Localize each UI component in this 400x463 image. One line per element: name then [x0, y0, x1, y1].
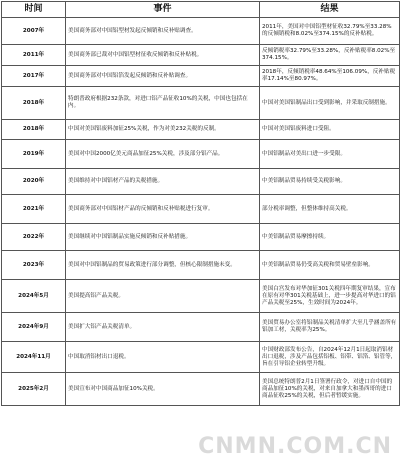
table-row — [2, 373, 400, 406]
table-body — [2, 18, 400, 406]
row-result: 中国财政部发布公告，自2024年12月1日起取消铝材出口退税，涉及产品包括铝板、铝带、铝箔、铝管等，旨在引导铝企业转型升级。 — [260, 342, 400, 373]
table-row — [2, 45, 400, 66]
row-event: 特朗普政府根据232条款，对进口铝产品征收10%的关税，中国也包括在内。 — [66, 87, 260, 120]
row-event: 美国提高铝产品关税。 — [66, 280, 260, 313]
row-year: 2022年 — [2, 224, 66, 251]
row-event: 美国商务部对中国铝型材发起反倾销和反补贴调查。 — [66, 18, 260, 45]
row-result: 部分税率调整，但整体维持高关税。 — [260, 195, 400, 224]
row-year: 2019年 — [2, 140, 66, 169]
trade-events-table — [1, 1, 400, 406]
row-result: 中国铝制品对美出口进一步受限。 — [260, 140, 400, 169]
row-result: 美国总统特朗普2月1日签署行政令，对进口自中国的商品加征10%的关税，对来自加拿大和墨西哥的进口商品征收25%的关税，但后者暂缓实施。 — [260, 373, 400, 406]
row-year: 2025年2月 — [2, 373, 66, 406]
table-row — [2, 195, 400, 224]
row-year: 2023年 — [2, 251, 66, 280]
row-year: 2017年 — [2, 66, 66, 87]
table-row — [2, 66, 400, 87]
row-result: 中美铝制品贸易仍受高关税和贸易壁垒影响。 — [260, 251, 400, 280]
row-event: 美国商务部已裁对中国铝型材征收反倾销和反补贴税。 — [66, 45, 260, 66]
table-row — [2, 120, 400, 140]
row-event: 中国对美国铝废料加征25%关税，作为对美232关税的反制。 — [66, 120, 260, 140]
row-event: 美国对中国铝制品的贸易政策进行部分调整，但核心限制措施未变。 — [66, 251, 260, 280]
table-row — [2, 251, 400, 280]
row-result: 中美铝制品贸易摩擦持续。 — [260, 224, 400, 251]
header-row — [2, 2, 400, 18]
row-event: 美国维持对中国铝材产品的关税措施。 — [66, 169, 260, 195]
row-year: 2024年9月 — [2, 313, 66, 342]
row-event: 美国扩大铝产品关税清单。 — [66, 313, 260, 342]
row-year: 2024年11月 — [2, 342, 66, 373]
header-time: 时间 — [2, 2, 66, 18]
row-year: 2018年 — [2, 120, 66, 140]
row-result: 中国对美国铝制品出口受到影响，并采取反制措施。 — [260, 87, 400, 120]
row-event: 美国商务部对中国铝箔发起反倾销和反补贴调查。 — [66, 66, 260, 87]
table-row — [2, 280, 400, 313]
header-result: 结果 — [260, 2, 400, 18]
row-result: 中国对美国铝废料进口受阻。 — [260, 120, 400, 140]
row-event: 美国商务部对中国铝材产品的反倾销和反补贴税进行复审。 — [66, 195, 260, 224]
table-row — [2, 87, 400, 120]
row-year: 2020年 — [2, 169, 66, 195]
row-event: 美国对中国2000亿美元商品加征25%关税，涉及部分铝产品。 — [66, 140, 260, 169]
row-result: 美国贸易办公室将铝制品关税清单扩大至几乎涵盖所有铝加工材，关税率为25%。 — [260, 313, 400, 342]
row-result: 2018年，反倾销税率48.64%至106.09%，反补贴税率17.14%至80.97%。 — [260, 66, 400, 87]
watermark-logo: CNMN.COM.CN — [198, 434, 392, 459]
header-event: 事件 — [66, 2, 260, 18]
table-row — [2, 169, 400, 195]
row-year: 2024年5月 — [2, 280, 66, 313]
table-row — [2, 18, 400, 45]
row-result: 2011年，美国对中国铝型材征收32.79%至33.28%的反倾销税和8.02%至374.15%的反补贴税。 — [260, 18, 400, 45]
row-event: 美国继续对中国铝制品实施反倾销和反补贴措施。 — [66, 224, 260, 251]
table-row — [2, 224, 400, 251]
row-year: 2011年 — [2, 45, 66, 66]
table-row — [2, 140, 400, 169]
row-year: 2021年 — [2, 195, 66, 224]
row-year: 2007年 — [2, 18, 66, 45]
row-event: 美国宣布对中国商品加征10%关税。 — [66, 373, 260, 406]
row-result: 中美铝制品贸易持续受关税影响。 — [260, 169, 400, 195]
table-row — [2, 313, 400, 342]
table-row — [2, 342, 400, 373]
row-year: 2018年 — [2, 87, 66, 120]
row-result: 反倾销税率32.79%至33.28%，反补贴税率8.02%至374.15%。 — [260, 45, 400, 66]
row-event: 中国取消铝材出口退税。 — [66, 342, 260, 373]
row-result: 美国白宫发布对华加征301关税四年期复审结果，宣布在原有对华301关税基础上，进一步提高对华进口的铝产品关税至25%，生效时间为2024年。 — [260, 280, 400, 313]
